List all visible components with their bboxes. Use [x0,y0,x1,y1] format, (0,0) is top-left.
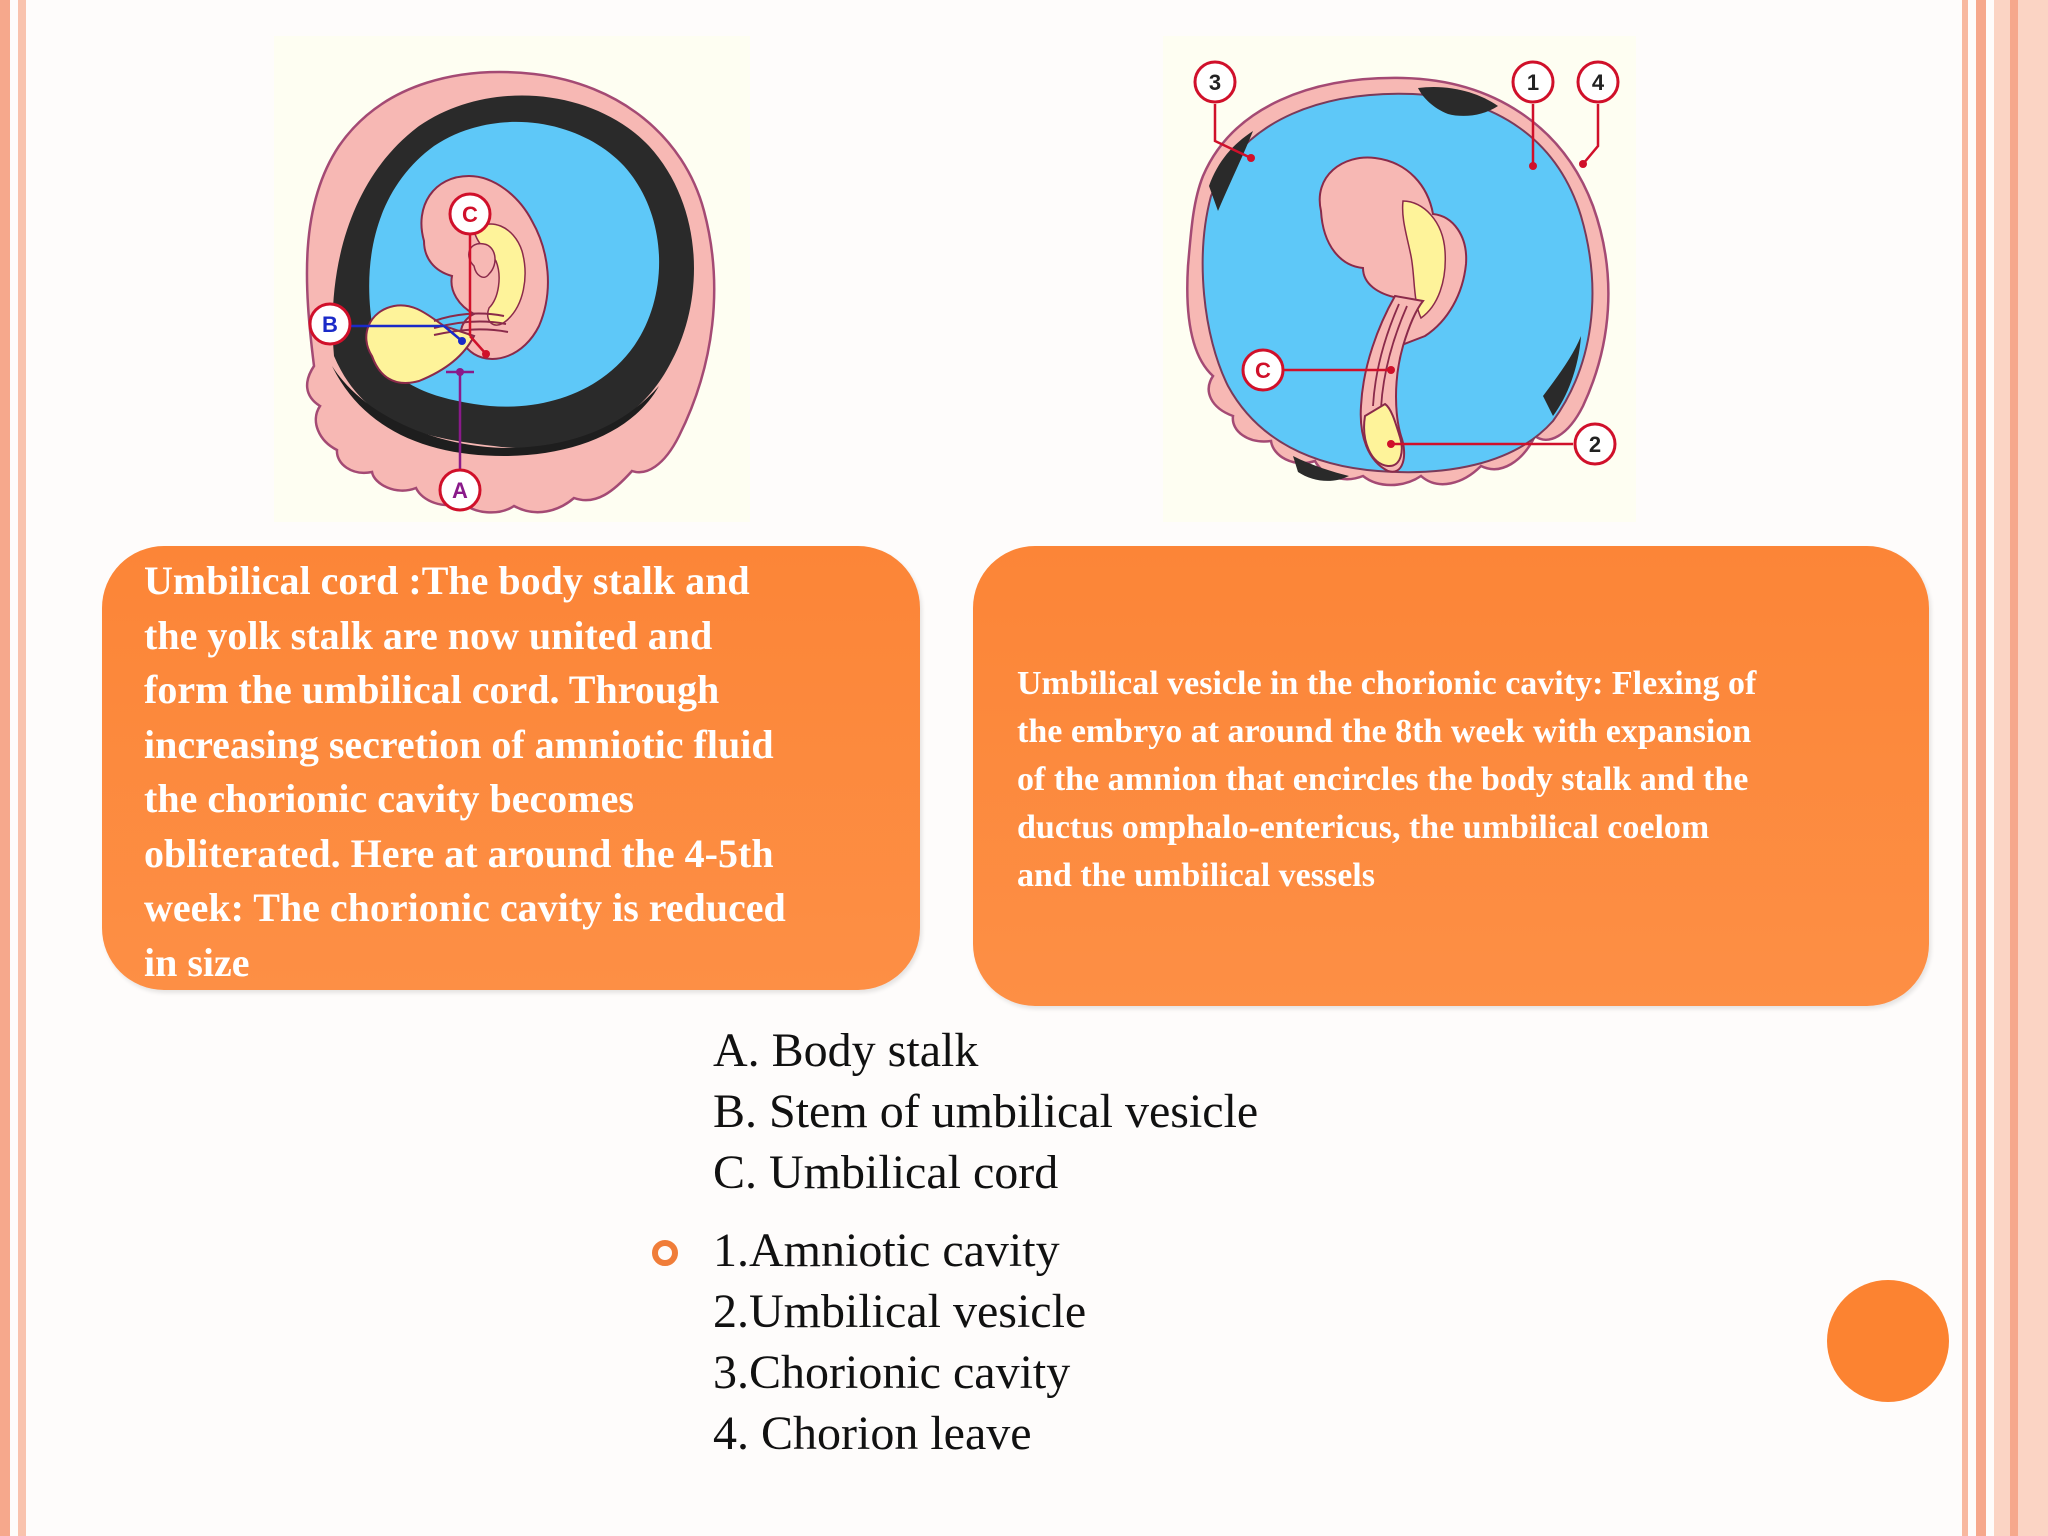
label-3 [1195,62,1235,102]
callout-line: week: The chorionic cavity is reduced [144,885,786,930]
callout-line: of the amnion that encircles the body stalk and the [1017,761,1749,798]
label-c-text: C [462,202,478,227]
legend-item: 2.Umbilical vesicle [713,1285,1087,1338]
pointer-dot-3 [1247,154,1255,162]
label-b [310,304,350,344]
callout-umbilical-cord [102,546,920,990]
embryo-diagram-week-4-5-svg [274,36,750,522]
callout-line: the chorionic cavity becomes [144,776,634,821]
pointer-line-4 [1583,104,1598,164]
label-a [440,470,480,510]
legend-item: 4. Chorion leave [713,1407,1032,1460]
label-4 [1578,62,1618,102]
callout-line: form the umbilical cord. Through [144,667,720,712]
pointer-dot-a [456,368,464,376]
pointer-dot-b [458,337,466,345]
legend-item: C. Umbilical cord [713,1146,1059,1199]
decorative-orange-circle [1827,1280,1949,1402]
legend-item: 1.Amniotic cavity [713,1224,1060,1277]
embryo-diagram-week-4-5 [274,36,750,522]
embryo-diagram-week-8 [1163,36,1636,522]
callout-line: Umbilical cord :The body stalk and [144,558,750,603]
label-b-text: B [322,312,338,337]
legend-item: B. Stem of umbilical vesicle [713,1085,1259,1138]
callout-line: and the umbilical vessels [1017,857,1375,894]
callout-line: ductus omphalo-entericus, the umbilical coelom [1017,809,1710,846]
label-c [1243,350,1283,390]
label-1-text: 1 [1526,70,1540,95]
pointer-dot-4 [1579,160,1587,168]
pointer-dot-c [482,350,490,358]
embryo-diagram-week-8-svg [1163,36,1636,522]
pointer-dot-c [1387,366,1395,374]
legend-letters [713,1020,1258,1203]
label-a-text: A [452,478,468,503]
callout-line: increasing secretion of amniotic fluid [144,721,774,767]
label-2 [1575,424,1615,464]
callout-line: the embryo at around the 8th week with expansion [1017,713,1752,750]
label-2-text: 2 [1588,432,1602,457]
callout-line: in size [144,939,250,985]
legend-item: A. Body stalk [713,1024,979,1077]
callout-umbilical-vesicle [973,546,1929,1006]
callout-line: Umbilical vesicle in the chorionic cavity: Flexing of [1017,665,1757,702]
label-c [450,194,490,234]
slide-border-right [1976,0,1986,1536]
slide-border-right-inner [1962,0,1968,1536]
slide-border-right-stripe [2010,0,2018,1536]
legend-item: 3.Chorionic cavity [713,1346,1071,1399]
slide-border-right-band [1994,0,2048,1536]
label-3-text: 3 [1208,70,1222,95]
pointer-dot-2 [1387,440,1395,448]
pointer-dot-1 [1529,162,1537,170]
slide-border-left-inner [18,0,26,1536]
callout-line: the yolk stalk are now united and [144,612,713,658]
callout-line: obliterated. Here at around the 4-5th [144,830,774,876]
slide-border-left [0,0,10,1536]
label-c-text: C [1255,358,1271,383]
bullet-circle-icon [652,1240,678,1266]
legend-numbers [713,1220,1086,1464]
label-4-text: 4 [1591,70,1605,95]
label-1 [1513,62,1553,102]
